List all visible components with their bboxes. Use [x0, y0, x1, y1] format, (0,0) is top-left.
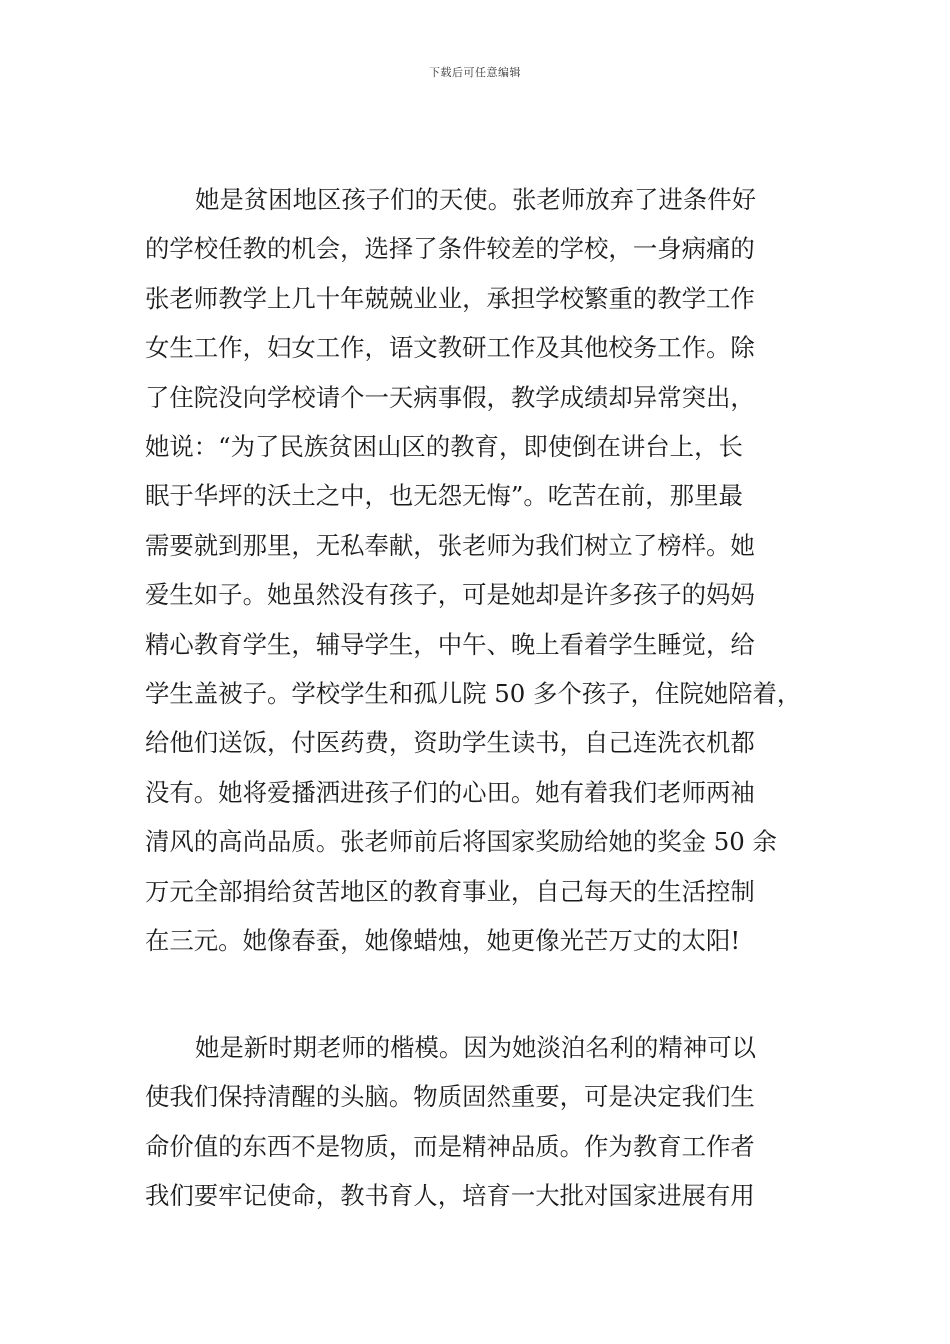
paragraph-line: 学生盖被子。学校学生和孤儿院 50 多个孩子，住院她陪着，	[145, 679, 802, 709]
paragraph-line: 女生工作，妇女工作，语文教研工作及其他校务工作。除	[145, 333, 755, 363]
paragraph-line: 爱生如子。她虽然没有孩子，可是她却是许多孩子的妈妈	[145, 580, 755, 610]
paragraph-line: 给他们送饭，付医药费，资助学生读书，自己连洗衣机都	[145, 728, 755, 758]
paragraph-line: 万元全部捐给贫苦地区的教育事业，自己每天的生活控制	[145, 876, 755, 906]
body-paragraph	[145, 1023, 835, 1221]
paragraph-line: 命价值的东西不是物质，而是精神品质。作为教育工作者	[145, 1131, 755, 1161]
paragraph-line: 使我们保持清醒的头脑。物质固然重要，可是决定我们生	[145, 1082, 755, 1112]
paragraph-line: 她是新时期老师的楷模。因为她淡泊名利的精神可以	[195, 1033, 756, 1062]
paragraph-line: 眠于华坪的沃土之中，也无怨无悔”。吃苦在前，那里最	[145, 481, 743, 511]
paragraph-line: 精心教育学生，辅导学生，中午、晚上看着学生睡觉，给	[145, 629, 755, 659]
paragraph-line: 清风的高尚品质。张老师前后将国家奖励给她的奖金 50 余	[145, 827, 777, 857]
paragraph-line: 张老师教学上几十年兢兢业业，承担学校繁重的教学工作	[145, 283, 755, 313]
paragraph-line: 我们要牢记使命，教书育人，培育一大批对国家进展有用	[145, 1181, 755, 1211]
paragraph-line: 需要就到那里，无私奉献，张老师为我们树立了榜样。她	[145, 530, 755, 560]
paragraph-line: 没有。她将爱播洒进孩子们的心田。她有着我们老师两袖	[145, 777, 755, 807]
page-header-note: 下载后可任意编辑	[429, 66, 521, 79]
paragraph-line: 了住院没向学校请个一天病事假，教学成绩却异常突出，	[145, 382, 755, 412]
paragraph-line: 她说：“为了民族贫困山区的教育，即使倒在讲台上，长	[145, 432, 743, 462]
paragraph-line: 她是贫困地区孩子们的天使。张老师放弃了进条件好	[195, 185, 756, 214]
paragraph-line: 在三元。她像春蚕，她像蜡烛，她更像光芒万丈的太阳!	[145, 926, 741, 956]
body-paragraph	[145, 175, 835, 966]
paragraph-line: 的学校任教的机会，选择了条件较差的学校，一身病痛的	[145, 234, 755, 264]
